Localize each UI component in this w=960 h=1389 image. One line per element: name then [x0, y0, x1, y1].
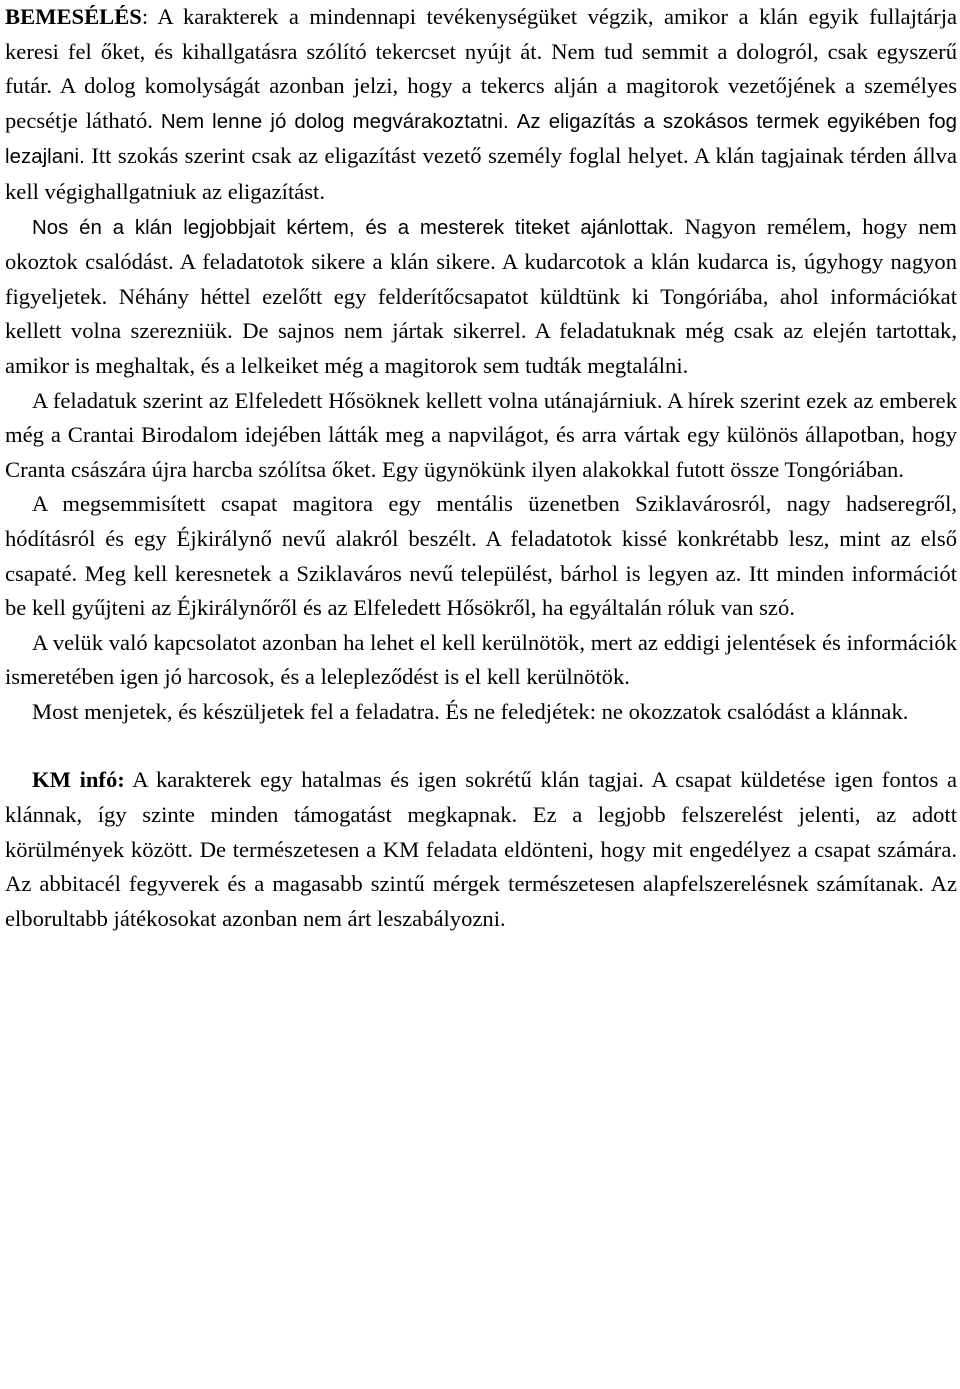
narration-intro: : A karakterek a mindennapi tevékenységüket végzik, amikor a klán egyik fullajtárja keresi fel őket, és kihallgatásra szólító tekercset nyújt át. Nem tud semmit a dologról, csak egyszerű futár. A dolog komolyságát azonban jelzi, hogy a tekercs alján a magitorok vezetőjének a személyes pecsétje látható. — [5, 4, 957, 133]
narration-label: BEMESÉLÉS — [5, 4, 142, 29]
km-info-paragraph — [5, 763, 957, 936]
speech-sentence-4: A klán tagjainak térden állva kell végighallgatniuk az eligazítást. — [5, 143, 957, 204]
km-info-text: A karakterek egy hatalmas és igen sokrétű klán tagjai. A csapat küldetése igen fontos a klánnak, így szinte minden támogatást megkapnak. Ez a legjobb felszerelést jelenti, az adott körülmények között. De természetesen a KM feladata eldönteni, hogy mit engedélyez a csapat számára. Az abbitacél fegyverek és a magasabb szintű mérgek természetesen alapfelszerelésnek számítanak. Az elborultabb játékosokat azonban nem árt leszabályozni. — [5, 767, 957, 931]
document-page — [5, 0, 957, 936]
speech-sentence-7: A feladatotok sikere a klán sikere. A kudarcotok a klán kudarca is, úgyhogy nagyon figyeljetek. — [5, 249, 958, 309]
speech-sentence-8: Néhány héttel ezelőtt egy felderítőcsapatot küldtünk ki Tongóriába, ahol információkat kellett volna szerezniük. De sajnos nem jártak sikerrel. A feladatuknak még csak az elején tartottak, amikor is meghaltak, és a lelkeiket még a magitorok sem tudták megtalálni. — [5, 283, 957, 378]
speech-sentence-3: Itt szokás szerint csak az eligazítást vezető személy foglal helyet. — [84, 143, 689, 169]
body-paragraph-3: A velük való kapcsolatot azonban ha lehet el kell kerülnötök, mert az eddigi jelentések és információk ismeretében igen jó harcosok, és a lelepleződést is el kell kerülnötök. — [5, 629, 957, 690]
speech-sentence-2: Az eligazítás a szokásos termek egyikében fog lezajlani. — [5, 110, 958, 169]
speech-sentence-5: Nos én a klán legjobbjait kértem, és a mesterek titeket ajánlottak. — [32, 216, 674, 239]
speech-sentence-1: Nem lenne jó dolog megvárakoztatni. — [160, 110, 509, 133]
km-info-label: KM infó: — [32, 767, 125, 793]
body-paragraph-2: A megsemmisített csapat magitora egy mentális üzenetben Sziklavárosról, nagy hadseregről, hódításról és egy Éjkirálynő nevű alakról beszélt. A feladatotok kissé konkrétabb lesz, mint az első csapaté. Meg kell keresnetek a Sziklaváros nevű települést, bárhol is legyen az. Itt minden információt be kell gyűjteni az Éjkirálynőről és az Elfeledett Hősökről, ha egyáltalán róluk van szó. — [5, 491, 957, 621]
body-paragraph-1: A feladatuk szerint az Elfeledett Hősöknek kellett volna utánajárniuk. A hírek szerint ezek az emberek még a Crantai Birodalom idejében látták meg a napvilágot, és arra vártak egy különös állapotban, hogy Cranta császára újra harcba szólítsa őket. Egy ügynökünk ilyen alakokkal futott össze Tongóriában. — [5, 387, 957, 482]
speech-sentence-6: Nagyon remélem, hogy nem okoztok csalódást. — [5, 213, 957, 275]
narration-paragraph — [5, 0, 957, 384]
body-paragraph-4: Most menjetek, és készüljetek fel a feladatra. És ne feledjétek: ne okozzatok csalódást a klánnak. — [32, 698, 909, 724]
